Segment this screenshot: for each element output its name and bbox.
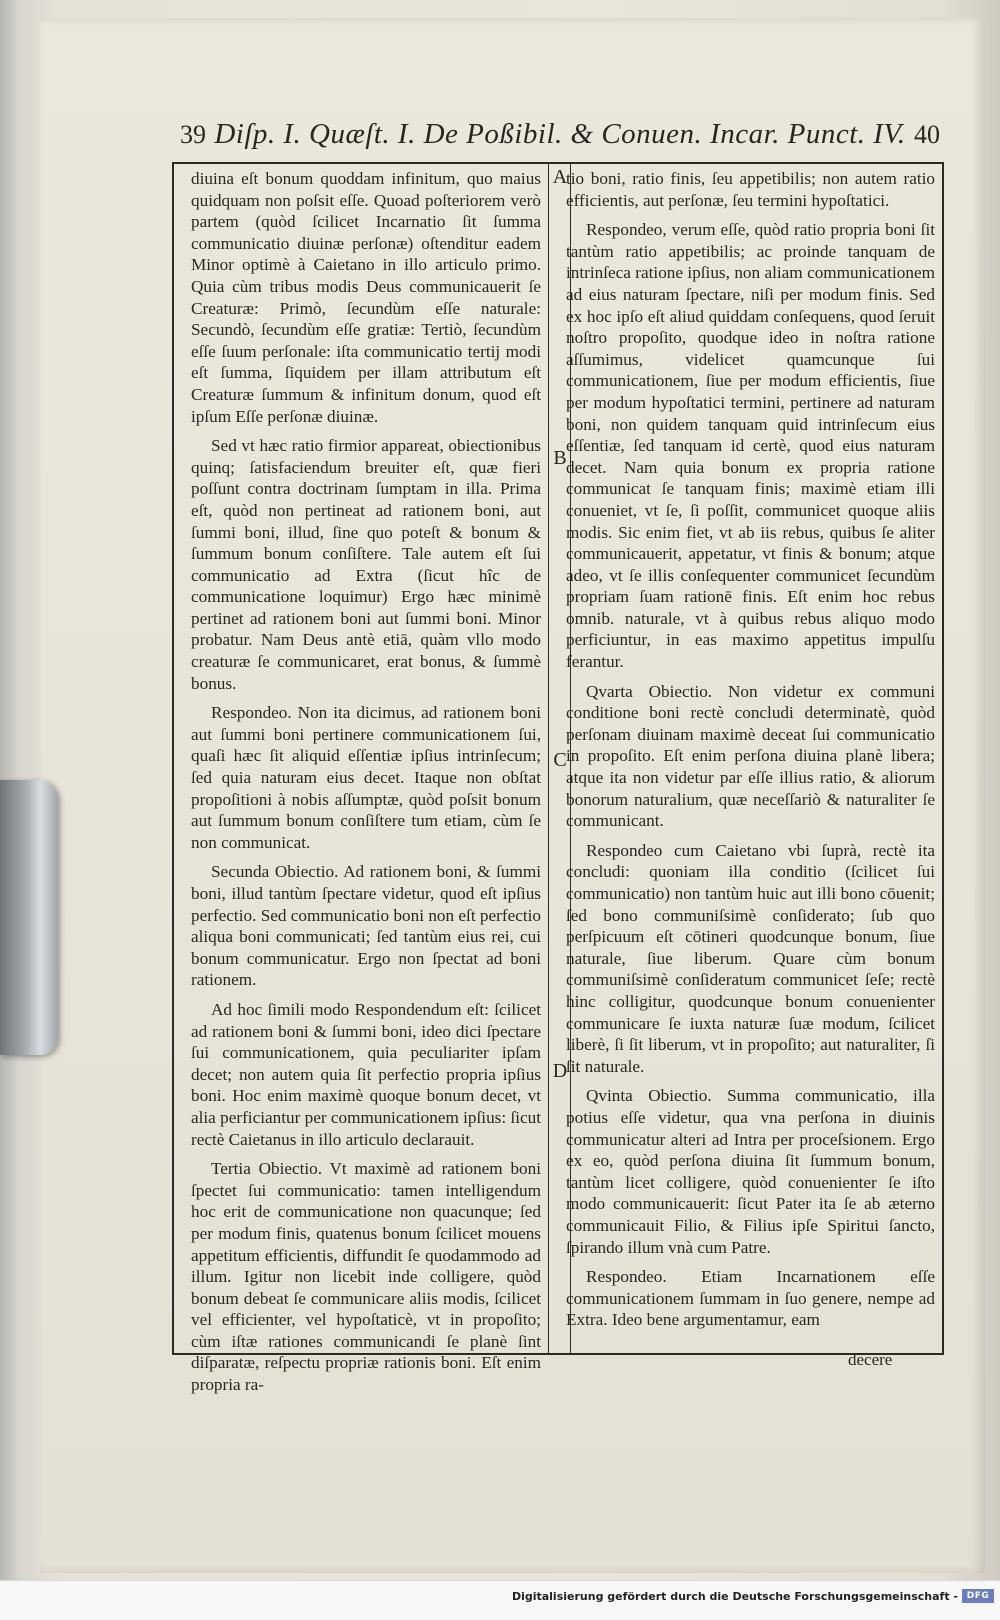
left-paragraph-6: Tertia Obiectio. Vt maximè ad rationem boni ſpectet ſui communicatio: tamen intelligendum hoc erit de communicatione non quacunque; ſed per modum finis, quatenus bonum ſcilicet mouens appetitum efficientis, diffundit ſe quodammodo ad illum. Igitur non licebit inde colligere, quòd bonum debeat ſe communicare aliis modis, ſcilicet vel efficienter, vel hypoſtaticè, vt in propoſito; cùm iſtæ rationes communicandi ſe planè ſint diſparatæ, reſpectu propriæ rationis boni. Eſt enim propria ra- <box>191 1159 541 1395</box>
margin-letter-a: A <box>552 166 568 188</box>
folio-left: 39 <box>180 120 206 149</box>
left-paragraph-5: Ad hoc ſimili modo Respondendum eſt: ſcilicet ad rationem boni & ſummi boni, ideo dici ſpectare ſui communicationem, quia peculiariter ipſam decet; non autem quia ſit perfectio propria ipſius boni. Hoc enim maximè quoque bonum decet, vt alia perficiantur per communicationem ipſius: ſicut rectè Caietanus in illo articulo declarauit. <box>191 999 541 1149</box>
right-paragraph-4: Respondeo cum Caietano vbi ſuprà, rectè ita concludi: quoniam illa conditio (ſcilicet ſui communicatio) non tantùm huic aut illi bono cōuenit; ſed bono communiſsimè conſiderato; ſub quo perſpicuum eſt cōtineri quodcunque bonum, ſiue naturale, ſiue liberum. Quare cùm bonum communiſsimè conſideratum communicet ſeſe; rectè hinc colligitur, quodcunque bonum conuenienter communicare ſe iuxta naturæ ſuæ modum, ſcilicet liberè, ſi ſit liberum, vt in propoſito; aut naturaliter, ſi ſit naturale. <box>566 840 935 1076</box>
left-paragraph-4: Secunda Obiectio. Ad rationem boni, & ſummi boni, illud tantùm ſpectare videtur, quod eſt ipſius perfectio. Sed communicatio boni non eſt perfectio aliqua boni communicati; ſed tantùm eius rei, cui bonum communicatur. Ergo non ſpectat ad boni rationem. <box>191 862 541 990</box>
left-paragraph-1: diuina eſt bonum quoddam infinitum, quo maius quidquam non poſsit eſſe. Quoad poſteriorem verò partem (quòd ſcilicet Incarnatio ſit ſumma communicatio diuinæ perſonæ) oſtenditur eadem Minor optimè à Caietano in illo articulo primo. Quia cùm tribus modis Deus communicauerit ſe Creaturæ: Primò, ſecundùm eſſe naturale: Secundò, ſecundùm eſſe gratiæ: Tertiò, ſecundùm eſſe ſuum perſonale: iſta communicatio tertij modi eſt ſumma, ſiquidem per illam attributum eſt Creaturæ ſummum & infinitum donum, quod eſt ipſum Eſſe perſonæ diuinæ. <box>191 169 541 426</box>
left-paragraph-2: Sed vt hæc ratio firmior appareat, obiectionibus quinq; ſatisfaciendum breuiter eſt, quæ fieri poſſunt contra doctrinam ſumptam in illa. Prima eſt, quòd non pertineat ad rationem boni, aut ſummi boni, illud, ſine quo poteſt & bonum & ſummum bonum conſiſtere. Tale autem eſt ſui communicatio ad Extra (ſicut hîc de communicatione loquimur) Ergo hæc minimè pertinet ad rationem boni aut ſummi boni. Minor probatur. Nam Deus antè etiā, quàm vllo modo creaturæ ſe communicaret, erat bonus, & ſummè bonus. <box>191 436 541 693</box>
page-clip <box>0 780 58 1055</box>
column-rule-left <box>548 162 549 1353</box>
left-paragraph-3: Respondeo. Non ita dicimus, ad rationem boni aut ſummi boni pertinere communicationem ſui, quaſi hæc ſit aliquid eſſentiæ ipſius intrinſecum; ſed quia naturam eius decet. Itaque non obſtat propoſitioni à nobis aſſumptæ, quòd poſsit bonum aut ſummum bonum conſiſtere tum etiam, cùm ſe non communicat. <box>191 703 541 852</box>
right-paragraph-1: tio boni, ratio finis, ſeu appetibilis; non autem ratio efficientis, aut perſonæ, ſeu termini hypoſtatici. <box>566 169 935 210</box>
margin-letter-c: C <box>553 749 567 771</box>
right-paragraph-2: Respondeo, verum eſſe, quòd ratio propria boni ſit tantùm ratio appetibilis; ac proinde tanquam de intrinſeca ratione ipſius, non aliam communicationem ad eius naturam ſpectare, niſi per modum finis. Sed ex hoc ipſo eſt aliud quiddam conſequens, quod ſeruit noſtro propoſito, quodque ideo in noſtra ratione aſſumimus, videlicet quamcunque ſui communicationem, ſiue per modum efficientis, ſiue per modum hypoſtatici termini, pertinere ad naturam boni, non quidem tanquam quid intrinſecum eius eſſentiæ, ſed tanquam id certè, quod eius naturam decet. Nam quia bonum ex propria ratione communicat ſe tanquam finis; maximè etiam illi conueniet, vt ſe, ſi poſſit, communicet quoque aliis modis. Sic enim fiet, vt ab iis rebus, quibus ſe aliter communicauerit, appetatur, vt finis & bonum; atque adeo, vt ſe illis conſequenter communicet ſecundùm propriam ſuam rationē finis. Eſt enim hoc rebus omnib. naturale, vt à quibus rebus aliquo modo perficiuntur, in eas maximo appetitus impulſu ferantur. <box>566 220 935 672</box>
folio-right: 40 <box>914 120 940 149</box>
frame-rule-left <box>172 162 174 1355</box>
page-header <box>180 118 940 162</box>
margin-letter-d: D <box>552 1060 568 1082</box>
frame-rule-top <box>172 162 944 164</box>
footer-credit: Digitalisierung gefördert durch die Deutsche Forschungsgemeinschaft - <box>511 1590 958 1603</box>
catchword: decere <box>848 1350 893 1369</box>
running-title: Diſp. I. Quæſt. I. De Poßibil. & Conuen. Incar. Punct. IV. <box>214 118 906 150</box>
right-column <box>566 168 935 1339</box>
frame-rule-right <box>942 162 944 1355</box>
right-paragraph-3: Qvarta Obiectio. Non videtur ex communi conditione boni rectè concludi determinatè, quòd perſonam diuinam maximè deceat ſui communicatio in propoſito. Eſt enim perſona diuina planè libera; atque ita non videtur par eſſe illius ratio, & aliorum bonorum naturalium, quæ neceſſariò & naturaliter ſe communicant. <box>566 681 935 831</box>
left-column <box>191 168 541 1404</box>
right-paragraph-6: Respondeo. Etiam Incarnationem eſſe communicationem ſummam in ſuo genere, nempe ad Extra. Ideo bene argumentamur, eam <box>566 1267 935 1330</box>
dfg-logo: DFG <box>962 1589 994 1603</box>
margin-letter-b: B <box>553 447 567 469</box>
right-paragraph-5: Qvinta Obiectio. Summa communicatio, illa potius eſſe videtur, qua vna perſona in diuinis communicatur alteri ad Intra per proceſsionem. Ergo ex eo, quòd perſona diuina ſit ſummum bonum, tantùm licet colligere, quòd conuenienter ſe iſto modo communicauerit: ſicut Pater ita ſe ab æterno communicauit Filio, & Filius ipſe Spiritui ſancto, ſpirando illum vnà cum Patre. <box>566 1086 935 1257</box>
